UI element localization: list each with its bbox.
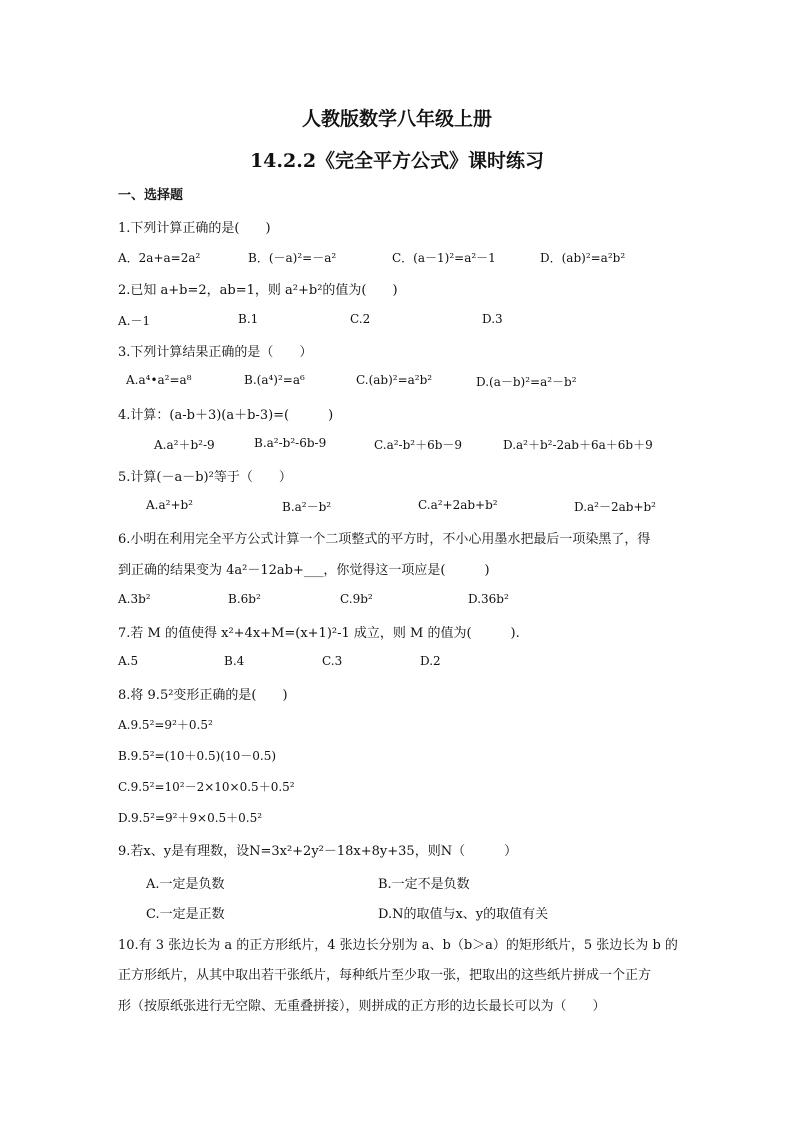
question-3-option-a: A.a⁴•a²=a⁸ xyxy=(126,373,192,387)
question-1-option-c: C．(a－1)²=a²－1 xyxy=(392,251,496,265)
page-subtitle: 14.2.2《完全平方公式》课时练习 xyxy=(249,150,545,172)
question-8-stem: 8.将 9.5²变形正确的是( ) xyxy=(118,688,288,703)
question-4-option-c: C.a²-b²＋6b－9 xyxy=(374,438,463,452)
question-2-option-b: B.1 xyxy=(238,312,259,326)
question-7-option-a: A.5 xyxy=(118,654,139,668)
question-7-option-d: D.2 xyxy=(420,654,441,668)
question-8-option-a: A.9.5²=9²＋0.5² xyxy=(118,718,213,732)
question-1-option-a: A．2a+a=2a² xyxy=(118,251,201,265)
section-heading: 一、选择题 xyxy=(118,188,184,203)
question-1-stem: 1.下列计算正确的是( ) xyxy=(118,221,271,236)
question-6-option-c: C.9b² xyxy=(340,592,373,606)
question-8-option-d: D.9.5²=9²＋9×0.5＋0.5² xyxy=(118,811,263,825)
question-2-stem: 2.已知 a+b=2，ab=1，则 a²+b²的值为( ) xyxy=(118,283,398,298)
question-7-option-c: C.3 xyxy=(322,654,343,668)
question-9-stem: 9.若x、y是有理数，设N=3x²+2y²－18x+8y+35，则N（ ） xyxy=(118,844,518,859)
question-5-stem: 5.计算(－a－b)²等于（ ） xyxy=(118,470,292,485)
question-8-option-b: B.9.5²=(10＋0.5)(10－0.5) xyxy=(118,749,277,763)
question-7-stem: 7.若 M 的值使得 x²+4x+M=(x+1)²-1 成立，则 M 的值为( ). xyxy=(118,626,520,641)
question-5-option-d: D.a²－2ab+b² xyxy=(574,500,656,514)
question-9-option-a: A.一定是负数 xyxy=(146,877,225,892)
question-1-option-b: B．(－a)²=－a² xyxy=(248,251,337,265)
question-5-option-b: B.a²－b² xyxy=(282,500,332,514)
question-9-option-c: C.一定是正数 xyxy=(146,907,225,922)
question-6-option-a: A.3b² xyxy=(118,592,151,606)
question-4-option-b: B.a²-b²-6b-9 xyxy=(254,436,327,450)
question-9-option-d: D.N的取值与x、y的取值有关 xyxy=(378,907,549,922)
page-title: 人教版数学八年级上册 xyxy=(301,108,492,130)
question-6-option-b: B.6b² xyxy=(228,592,261,606)
question-2-option-d: D.3 xyxy=(482,312,503,326)
question-2-option-c: C.2 xyxy=(350,312,371,326)
question-10-line-2: 正方形纸片，从其中取出若干张纸片，每种纸片至少取一张，把取出的这些纸片拼成一个正方 xyxy=(118,968,652,983)
question-6-line-2: 到正确的结果变为 4a²－12ab+___，你觉得这一项应是( ) xyxy=(118,563,490,578)
question-7-option-b: B.4 xyxy=(224,654,245,668)
question-3-stem: 3.下列计算结果正确的是（ ） xyxy=(118,345,313,360)
question-3-option-d: D.(a－b)²=a²－b² xyxy=(476,375,577,389)
question-4-stem: 4.计算：(a-b＋3)(a＋b-3)=( ) xyxy=(118,408,334,423)
question-8-option-c: C.9.5²=10²－2×10×0.5＋0.5² xyxy=(118,780,295,794)
question-9-option-b: B.一定不是负数 xyxy=(378,877,470,892)
question-1-option-d: D．(ab)²=a²b² xyxy=(540,251,626,265)
question-3-option-b: B.(a⁴)²=a⁶ xyxy=(244,373,305,387)
question-4-option-a: A.a²＋b²-9 xyxy=(154,438,215,452)
question-6-option-d: D.36b² xyxy=(468,592,509,606)
question-6-line-1: 6.小明在利用完全平方公式计算一个二项整式的平方时，不小心用墨水把最后一项染黑了，得 xyxy=(118,532,651,547)
question-5-option-c: C.a²+2ab+b² xyxy=(418,498,498,512)
question-5-option-a: A.a²+b² xyxy=(146,498,193,512)
question-4-option-d: D.a²＋b²-2ab＋6a＋6b＋9 xyxy=(503,438,653,452)
question-10-line-3: 形（按原纸张进行无空隙、无重叠拼接），则拼成的正方形的边长最长可以为（ ） xyxy=(118,999,606,1014)
question-10-line-1: 10.有 3 张边长为 a 的正方形纸片，4 张边长分别为 a、b（b＞a）的矩形纸片，5 张边长为 b 的 xyxy=(118,938,678,953)
question-3-option-c: C.(ab)²=a²b² xyxy=(356,373,433,387)
question-2-option-a: A.－1 xyxy=(118,314,151,328)
